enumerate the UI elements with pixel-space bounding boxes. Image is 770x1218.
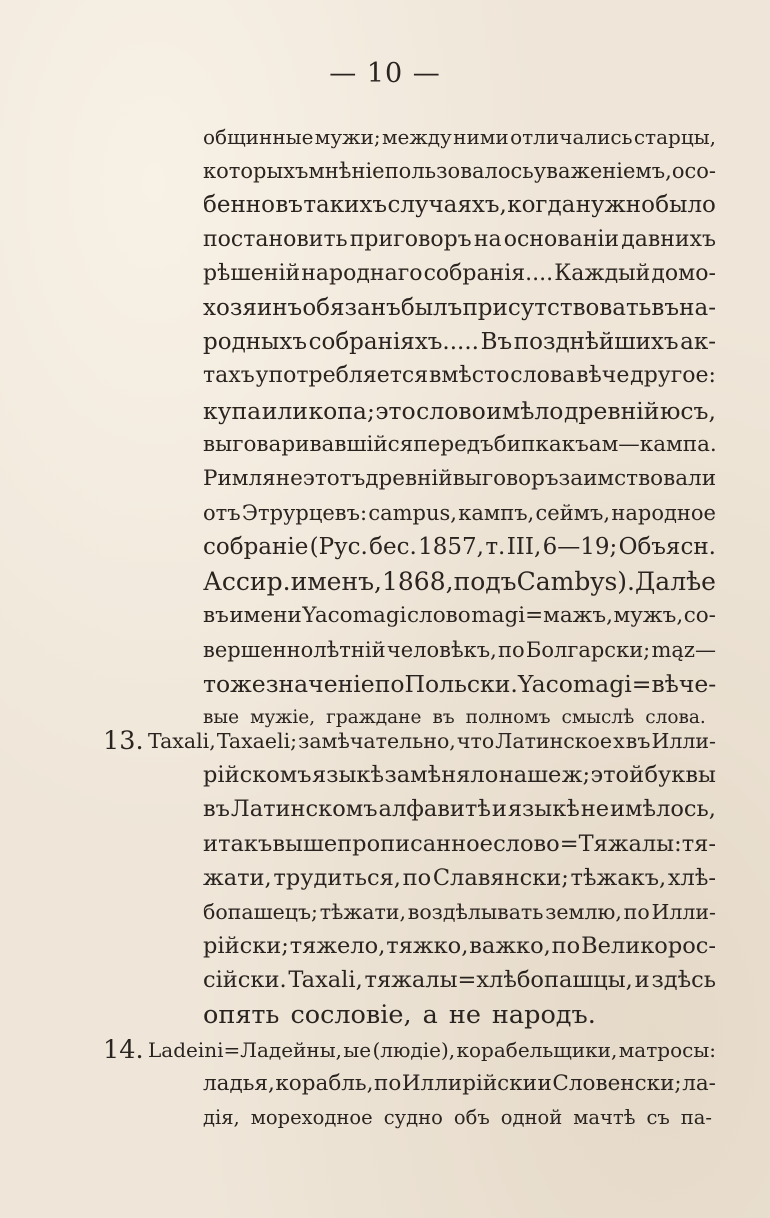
text-line: ладья, корабль, по Иллирійски и Словенски; ла- — [203, 1071, 716, 1096]
text-line: и такъ вышепрописанное слово=Тяжалы: тя- — [203, 831, 716, 857]
text-line: тахъ употребляется вмѣсто слова вѣче другое: — [203, 363, 716, 388]
note-number: 13. — [103, 726, 144, 756]
text-line: рѣшеній народнаго собранія.... Каждый домо- — [203, 261, 716, 286]
text-line: дія, мореходное судно объ одной мачтѣ съ па- — [203, 1106, 712, 1129]
text-line: въ имени Yacomagi слово magi=мажъ, мужъ, со- — [203, 603, 716, 628]
text-line: отъ Этрурцевъ: campus, кампъ, сеймъ, народное — [203, 501, 716, 525]
text-line: жати, трудиться, по Славянски; тѣжакъ, хлѣ- — [203, 865, 716, 891]
text-line: Ladeini=Ладейны, ые (людіе), корабельщики, матросы: — [148, 1038, 716, 1062]
text-line: вые мужіе, граждане въ полномъ смыслѣ слова. — [203, 707, 706, 728]
text-line: тоже значеніе по Польски. Yacomagi=вѣче- — [203, 670, 717, 698]
text-line: рійскомъ языкѣ замѣняло наше ж; этой буквы — [203, 762, 716, 788]
text-line: хозяинъ обязанъ былъ присутствовать въ на- — [203, 295, 716, 321]
text-line: Ассир. именъ, 1868, подъ Camb y s). Далѣе — [203, 567, 716, 596]
text-line: Римляне этотъ древній выговоръ заимствовали — [203, 466, 717, 491]
text-line: постановить приговоръ на основаніи давнихъ — [203, 227, 716, 252]
text-line: купа или копа; это слово имѣло древній юсъ, — [203, 397, 716, 425]
note-number: 14. — [103, 1035, 144, 1065]
text-line: бопашецъ; тѣжати, воздѣлывать землю, по Илли- — [203, 900, 716, 924]
text-line: Taxali, Taxaeli; замѣчательно, что Латинское x въ Илли- — [148, 729, 716, 753]
text-line: собраніе (Рус. бес. 1857, т. III, 6—19; Объясн. — [203, 534, 716, 560]
text-line: вершеннолѣтній человѣкъ, по Болгарски; mąz— — [203, 638, 716, 662]
text-line: общинные мужи; между ними отличались старцы, — [203, 125, 716, 149]
text-line: родныхъ собраніяхъ..... Въ позднѣйшихъ ак- — [203, 329, 716, 355]
text-line: въ Латинскомъ алфавитѣ и языкѣ не имѣлось, — [203, 796, 716, 822]
text-line: бенно въ такихъ случаяхъ, когда нужно было — [203, 192, 716, 218]
text-line: которыхъ мнѣніе пользовалось уваженіемъ, осо- — [203, 159, 716, 183]
text-line: рійски; тяжело, тяжко, важко, по Великорос- — [203, 933, 716, 959]
text-line: опять сословіе, а не народъ. — [203, 1000, 596, 1030]
page-number: — 10 — — [329, 58, 441, 89]
text-line: выговаривавшійся передъ б и п какъ ам—кампа. — [203, 432, 717, 457]
text-line: сійски. Taxali, тяжалы=хлѣбопашцы, и здѣсь — [203, 967, 716, 993]
